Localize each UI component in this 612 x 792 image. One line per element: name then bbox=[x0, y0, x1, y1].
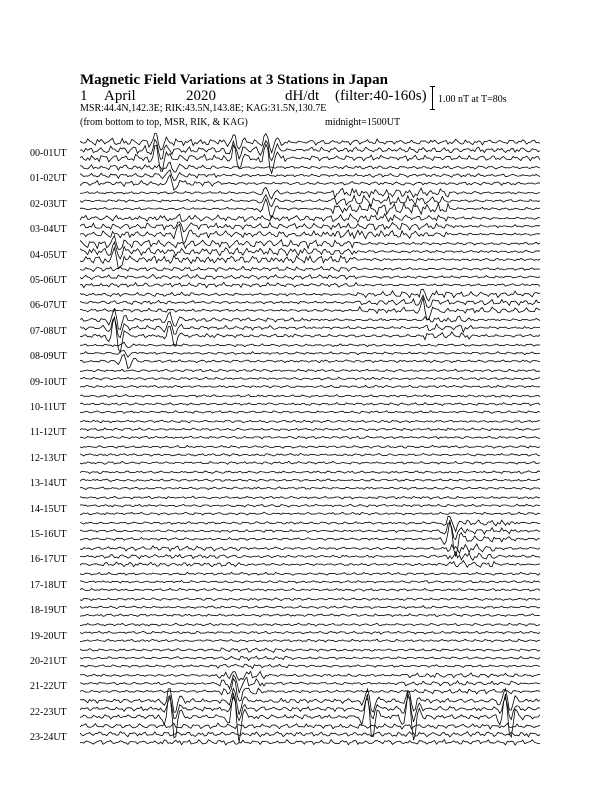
date-month: April bbox=[104, 88, 136, 104]
trace-rik-hour-1 bbox=[80, 170, 540, 181]
trace-kag-hour-9 bbox=[80, 369, 540, 372]
trace-kag-hour-7 bbox=[80, 309, 540, 330]
trace-msr-hour-17 bbox=[80, 588, 540, 591]
trace-kag-hour-4 bbox=[80, 236, 540, 250]
trace-kag-hour-13 bbox=[80, 471, 540, 474]
trace-kag-hour-11 bbox=[80, 420, 540, 423]
hour-label: 19-20UT bbox=[30, 630, 67, 642]
trace-kag-hour-21 bbox=[80, 671, 540, 680]
trace-msr-hour-5 bbox=[80, 282, 540, 287]
trace-kag-hour-20 bbox=[80, 648, 540, 653]
trace-kag-hour-5 bbox=[80, 266, 540, 271]
trace-msr-hour-15 bbox=[80, 520, 540, 556]
trace-msr-hour-18 bbox=[80, 614, 540, 617]
hour-label: 10-11UT bbox=[30, 402, 67, 413]
trace-msr-hour-20 bbox=[80, 664, 540, 669]
trace-msr-hour-14 bbox=[80, 512, 540, 515]
hour-label: 17-18UT bbox=[30, 579, 67, 591]
trace-kag-hour-16 bbox=[80, 544, 540, 553]
trace-kag-hour-19 bbox=[80, 623, 540, 626]
trace-rik-hour-18 bbox=[80, 606, 540, 609]
chart-title: Magnetic Field Variations at 3 Stations in Japan bbox=[80, 72, 388, 88]
trace-kag-hour-23 bbox=[80, 723, 540, 729]
trace-kag-hour-18 bbox=[80, 598, 540, 601]
hour-label: 20-21UT bbox=[30, 656, 67, 667]
trace-kag-hour-6 bbox=[80, 289, 540, 301]
trace-msr-hour-8 bbox=[80, 355, 540, 369]
hour-label: 23-24UT bbox=[30, 732, 67, 744]
trace-rik-hour-19 bbox=[80, 631, 540, 634]
midnight-note: midnight=1500UT bbox=[325, 117, 401, 128]
trace-msr-hour-23 bbox=[80, 740, 540, 746]
trace-kag-hour-10 bbox=[80, 395, 540, 398]
hour-label: 12-13UT bbox=[30, 452, 67, 464]
hour-label: 13-14UT bbox=[30, 478, 67, 490]
scale-label: 1.00 nT at T=80s bbox=[438, 94, 507, 105]
trace-msr-hour-13 bbox=[80, 487, 540, 490]
station-coordinates: MSR:44.4N,142.3E; RIK:43.5N,143.8E; KAG:31.5N,130.7E bbox=[80, 103, 327, 114]
date-day: 1 bbox=[80, 88, 88, 104]
trace-rik-hour-6 bbox=[80, 295, 540, 307]
filter-label: (filter:40-160s) bbox=[335, 88, 427, 104]
trace-kag-hour-15 bbox=[80, 516, 540, 531]
trace-rik-hour-21 bbox=[80, 675, 540, 693]
hour-label: 08-09UT bbox=[30, 351, 67, 363]
trace-kag-hour-8 bbox=[80, 342, 540, 347]
hour-label: 02-03UT bbox=[30, 198, 67, 210]
hour-label: 09-10UT bbox=[30, 376, 67, 388]
trace-msr-hour-11 bbox=[80, 436, 540, 439]
trace-kag-hour-14 bbox=[80, 496, 540, 499]
trace-msr-hour-21 bbox=[80, 679, 540, 701]
hour-label: 18-19UT bbox=[30, 605, 67, 617]
trace-msr-hour-12 bbox=[80, 461, 540, 464]
trace-rik-hour-9 bbox=[80, 377, 540, 380]
trace-msr-hour-7 bbox=[80, 317, 540, 353]
hour-label: 05-06UT bbox=[30, 275, 67, 286]
trace-rik-hour-13 bbox=[80, 479, 540, 482]
trace-rik-hour-0 bbox=[80, 139, 540, 160]
quantity-label: dH/dt bbox=[285, 88, 320, 104]
trace-rik-hour-15 bbox=[80, 523, 540, 539]
trace-rik-hour-10 bbox=[80, 403, 540, 406]
trace-rik-hour-16 bbox=[80, 552, 540, 560]
trace-kag-hour-3 bbox=[80, 214, 540, 223]
hour-label: 21-22UT bbox=[30, 681, 67, 693]
trace-rik-hour-5 bbox=[80, 274, 540, 279]
trace-msr-hour-9 bbox=[80, 385, 540, 388]
trace-rik-hour-2 bbox=[80, 195, 540, 207]
trace-rik-hour-20 bbox=[80, 656, 540, 660]
trace-rik-hour-17 bbox=[80, 580, 540, 583]
hour-label: 03-04UT bbox=[30, 224, 67, 236]
hour-label: 00-01UT bbox=[30, 148, 67, 159]
trace-kag-hour-17 bbox=[80, 572, 540, 575]
trace-order-note: (from bottom to top, MSR, RIK, & KAG) bbox=[80, 117, 248, 128]
hour-label: 01-02UT bbox=[30, 173, 67, 185]
trace-rik-hour-8 bbox=[80, 350, 540, 357]
hour-label: 04-05UT bbox=[30, 249, 67, 261]
trace-kag-hour-0 bbox=[80, 133, 540, 152]
trace-rik-hour-23 bbox=[80, 732, 540, 737]
trace-rik-hour-14 bbox=[80, 504, 540, 507]
trace-msr-hour-16 bbox=[80, 561, 540, 568]
trace-kag-hour-1 bbox=[80, 162, 540, 172]
hour-label: 16-17UT bbox=[30, 554, 67, 566]
trace-kag-hour-12 bbox=[80, 445, 540, 448]
date-year: 2020 bbox=[186, 88, 216, 104]
trace-kag-hour-2 bbox=[80, 187, 540, 199]
hour-label: 14-15UT bbox=[30, 503, 67, 515]
trace-rik-hour-11 bbox=[80, 428, 540, 431]
hour-label: 15-16UT bbox=[30, 529, 67, 540]
hour-label: 22-23UT bbox=[30, 706, 67, 718]
hour-label: 06-07UT bbox=[30, 300, 67, 312]
hour-label: 11-12UT bbox=[30, 427, 67, 439]
trace-msr-hour-19 bbox=[80, 639, 540, 642]
trace-rik-hour-12 bbox=[80, 453, 540, 456]
trace-msr-hour-2 bbox=[80, 199, 540, 218]
trace-msr-hour-10 bbox=[80, 411, 540, 414]
trace-rik-hour-3 bbox=[80, 222, 540, 232]
hour-label: 07-08UT bbox=[30, 325, 67, 337]
trace-msr-hour-1 bbox=[80, 175, 540, 190]
